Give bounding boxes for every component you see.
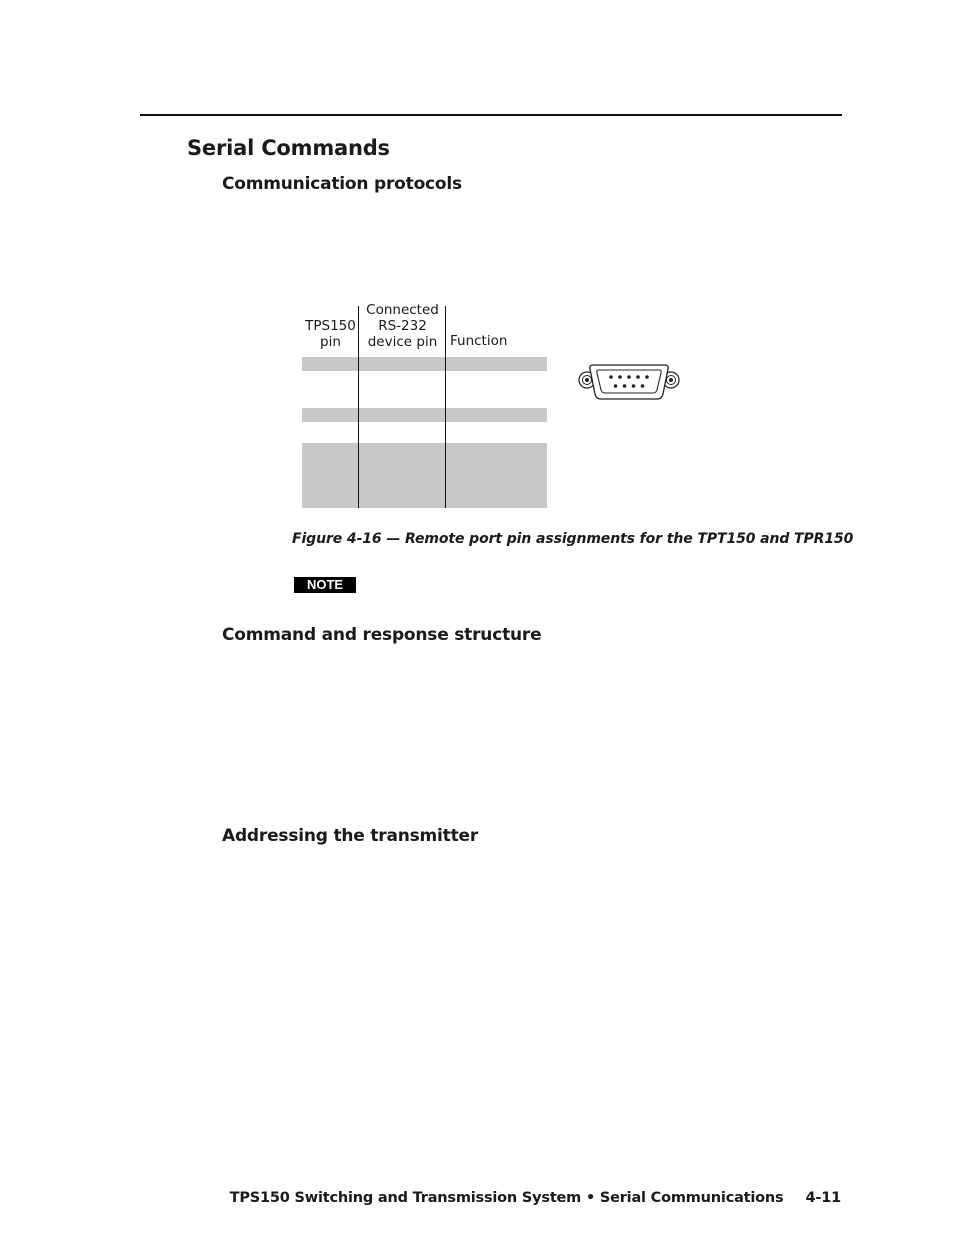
note-badge: NOTE <box>294 577 356 593</box>
pin-assignment-table <box>302 300 547 510</box>
top-rule <box>140 114 842 116</box>
table-row-shaded <box>302 443 547 508</box>
db9-serial-connector-icon <box>577 358 682 407</box>
footer-text: TPS150 Switching and Transmission System • Serial Communications <box>229 1190 784 1206</box>
figure-caption: Figure 4-16 — Remote port pin assignments for the TPT150 and TPR150 <box>292 531 854 547</box>
column-divider <box>445 306 446 508</box>
table-row-shaded <box>302 408 547 422</box>
subheading-communication-protocols: Communication protocols <box>222 174 462 194</box>
column-divider <box>358 306 359 508</box>
header-function: Function <box>450 333 508 349</box>
section-title: Serial Commands <box>187 136 390 160</box>
subheading-addressing-transmitter: Addressing the transmitter <box>222 826 479 846</box>
table-row-shaded <box>302 357 547 371</box>
page-number: 4-11 <box>805 1190 841 1206</box>
page-footer <box>230 1190 841 1206</box>
header-device-pin: Connected RS-232 device pin <box>366 302 439 350</box>
header-tps150-pin: TPS150 pin <box>305 318 356 350</box>
subheading-command-response-structure: Command and response structure <box>222 625 542 645</box>
